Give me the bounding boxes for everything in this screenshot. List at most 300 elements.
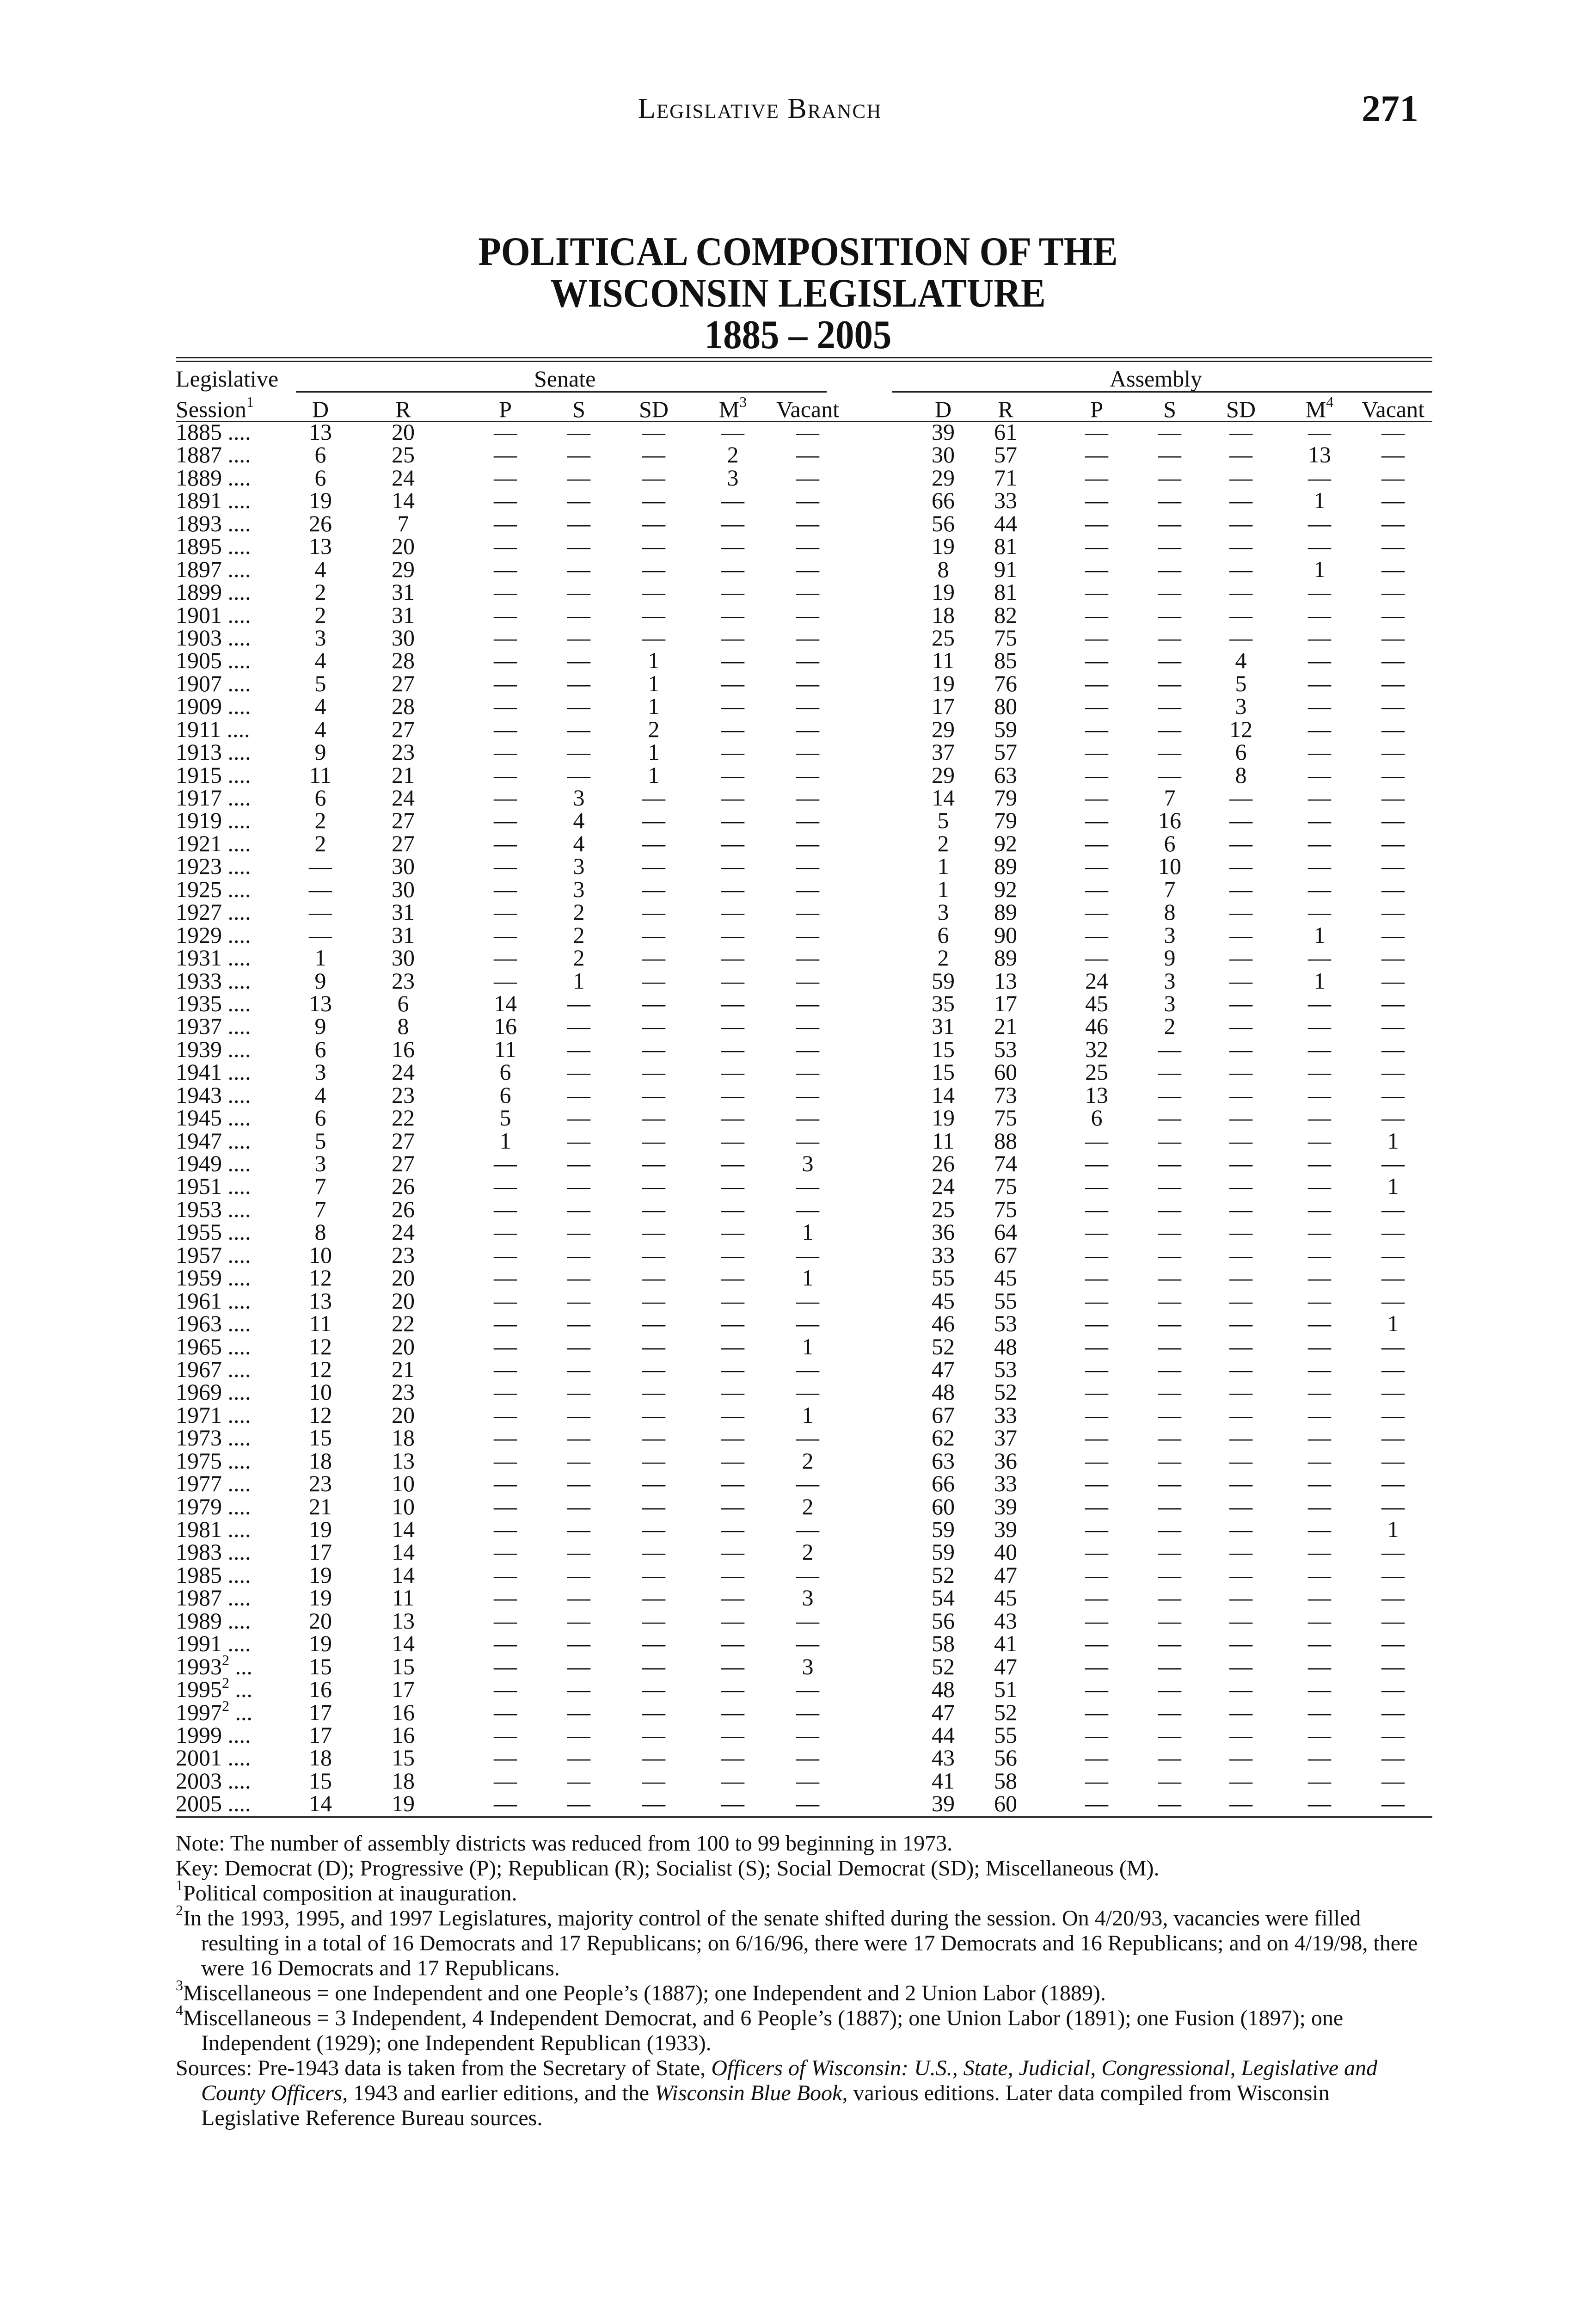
assembly-col-p: P [1090,396,1103,422]
assembly-cell-sd: — [1229,1630,1252,1657]
assembly-cell-s: — [1158,464,1181,491]
assembly-cell-d: 26 [932,1150,955,1176]
footnote-3: $^3$Miscellaneous = one Independent and one People’s (1887); one Independent and 2 Union Labor (1889). [176,1977,1106,2005]
assembly-cell-sd: — [1229,922,1252,948]
assembly-cell-s: — [1158,1402,1181,1428]
senate-cell-d: 26 [309,510,332,536]
session-year: 1919 .... [176,807,251,834]
senate-cell-d: 2 [314,830,326,856]
session-year: 1937 .... [176,1013,251,1039]
assembly-cell-p: — [1085,1219,1108,1245]
assembly-cell-m: — [1308,762,1331,788]
assembly-cell-p: — [1085,1653,1108,1679]
assembly-cell-sd: — [1229,1653,1252,1679]
assembly-cell-r: 74 [994,1150,1017,1176]
senate-cell-sd: 1 [648,762,660,788]
assembly-cell-sd: — [1229,899,1252,925]
assembly-cell-m: — [1308,1425,1331,1451]
senate-cell-vacant: — [796,1790,819,1817]
page-number: 271 [1362,87,1418,129]
session-year: 1921 .... [176,830,251,856]
assembly-cell-sd: — [1229,419,1252,445]
senate-cell-m: — [721,899,744,925]
assembly-cell-p: — [1085,1516,1108,1542]
senate-cell-p: 11 [494,1036,517,1062]
table-row [176,649,1432,672]
senate-cell-m: — [721,647,744,674]
assembly-cell-s: — [1158,762,1181,788]
senate-cell-p: — [494,1790,517,1817]
senate-cell-p: — [494,693,517,719]
assembly-cell-s: — [1158,579,1181,605]
assembly-cell-r: 36 [994,1447,1017,1474]
senate-cell-d: 7 [314,1196,326,1222]
assembly-cell-sd: 3 [1235,693,1247,719]
senate-cell-p: — [494,624,517,651]
assembly-cell-s: — [1158,1699,1181,1725]
senate-cell-vacant: — [796,579,819,605]
session-year: 1961 .... [176,1287,251,1314]
senate-cell-r: 30 [392,853,415,879]
assembly-cell-sd: — [1229,1333,1252,1359]
senate-cell-sd: — [642,1059,665,1085]
senate-cell-p: — [494,716,517,742]
senate-cell-d: 12 [309,1356,332,1382]
assembly-cell-s: — [1158,1105,1181,1131]
senate-cell-m: — [721,1219,744,1245]
senate-cell-sd: — [642,1562,665,1588]
senate-cell-r: 8 [397,1013,409,1039]
assembly-cell-p: — [1085,1630,1108,1657]
senate-cell-s: 4 [573,830,585,856]
assembly-cell-m: — [1308,1150,1331,1176]
senate-cell-p: — [494,807,517,834]
senate-cell-vacant: — [796,442,819,468]
assembly-cell-r: 63 [994,762,1017,788]
assembly-cell-p: — [1085,1447,1108,1474]
assembly-cell-vacant: — [1381,990,1405,1016]
assembly-cell-d: 24 [932,1173,955,1199]
senate-cell-m: — [721,1607,744,1634]
senate-cell-s: 1 [573,967,585,994]
session-year: 1939 .... [176,1036,251,1062]
table-row [176,604,1432,627]
senate-cell-vacant: — [796,1630,819,1657]
assembly-cell-r: 73 [994,1082,1017,1108]
assembly-cell-m: — [1308,1265,1331,1291]
table-row [176,1607,1432,1634]
senate-cell-r: 24 [392,785,415,811]
assembly-cell-d: 37 [932,739,955,765]
senate-cell-d: 18 [309,1447,332,1474]
senate-cell-m: — [721,624,744,651]
assembly-cell-m: — [1308,1219,1331,1245]
assembly-cell-p: — [1085,693,1108,719]
assembly-cell-r: 82 [994,602,1017,628]
session-year: 1947 .... [176,1127,251,1154]
assembly-cell-vacant: — [1381,853,1405,879]
assembly-cell-d: 11 [932,1127,955,1154]
senate-cell-s: 2 [573,899,585,925]
senate-cell-sd: 1 [648,693,660,719]
senate-cell-s: — [567,624,590,651]
assembly-cell-s: — [1158,487,1181,514]
senate-cell-sd: — [642,1013,665,1039]
header-assembly: Assembly [1110,366,1202,392]
assembly-cell-p: — [1085,602,1108,628]
senate-cell-vacant: — [796,830,819,856]
assembly-cell-p: — [1085,1287,1108,1314]
senate-cell-sd: — [642,1150,665,1176]
senate-cell-m: — [721,579,744,605]
table-row [176,1175,1432,1198]
senate-cell-p: — [494,1539,517,1565]
assembly-cell-sd: — [1229,1722,1252,1748]
assembly-cell-sd: — [1229,1493,1252,1519]
senate-cell-r: 26 [392,1196,415,1222]
senate-cell-r: 18 [392,1767,415,1794]
assembly-cell-d: 54 [932,1585,955,1611]
assembly-cell-m: — [1308,1196,1331,1222]
assembly-cell-d: 66 [932,487,955,514]
senate-cell-m: — [721,1333,744,1359]
table-row [176,1541,1432,1563]
senate-col-r: R [395,396,411,422]
assembly-cell-r: 52 [994,1379,1017,1405]
senate-cell-m: — [721,1745,744,1771]
assembly-cell-r: 91 [994,556,1017,582]
senate-cell-sd: — [642,510,665,536]
senate-cell-p: 16 [494,1013,517,1039]
senate-cell-d: 13 [309,990,332,1016]
assembly-cell-d: 19 [932,579,955,605]
senate-cell-s: — [567,510,590,536]
assembly-cell-vacant: — [1381,1607,1405,1634]
assembly-cell-vacant: — [1381,876,1405,902]
assembly-cell-d: 60 [932,1493,955,1519]
assembly-cell-r: 61 [994,419,1017,445]
senate-cell-sd: — [642,1333,665,1359]
assembly-cell-s: 8 [1164,899,1176,925]
senate-cell-m: — [721,1539,744,1565]
assembly-cell-m: — [1308,807,1331,834]
assembly-cell-p: — [1085,1127,1108,1154]
senate-cell-sd: — [642,922,665,948]
assembly-cell-m: — [1308,1722,1331,1748]
assembly-cell-r: 81 [994,533,1017,560]
senate-cell-p: — [494,579,517,605]
assembly-cell-s: — [1158,670,1181,696]
senate-cell-vacant: — [796,1379,819,1405]
table-row [176,947,1432,969]
senate-cell-r: 19 [392,1790,415,1817]
session-year: 1999 .... [176,1722,251,1748]
assembly-cell-m: — [1308,1790,1331,1817]
session-year: 1987 .... [176,1585,251,1611]
assembly-cell-sd: 4 [1235,647,1247,674]
senate-cell-vacant: — [796,1356,819,1382]
assembly-cell-sd: — [1229,624,1252,651]
assembly-cell-m: 13 [1308,442,1331,468]
assembly-cell-s: 3 [1164,967,1176,994]
assembly-cell-r: 40 [994,1539,1017,1565]
senate-cell-m: — [721,1379,744,1405]
senate-cell-m: — [721,487,744,514]
senate-cell-p: — [494,1242,517,1268]
assembly-cell-s: — [1158,739,1181,765]
senate-cell-vacant: — [796,1516,819,1542]
senate-cell-m: — [721,1082,744,1108]
session-year: 1929 .... [176,922,251,948]
assembly-cell-vacant: — [1381,1082,1405,1108]
assembly-cell-m: — [1308,1333,1331,1359]
assembly-cell-m: — [1308,1173,1331,1199]
session-year: 1973 .... [176,1425,251,1451]
assembly-cell-m: — [1308,1447,1331,1474]
session-year: 1897 .... [176,556,251,582]
assembly-cell-vacant: — [1381,1287,1405,1314]
assembly-cell-s: 16 [1158,807,1181,834]
assembly-cell-vacant: — [1381,967,1405,994]
senate-cell-vacant: 1 [802,1402,814,1428]
senate-cell-r: 20 [392,1333,415,1359]
assembly-cell-m: — [1308,1745,1331,1771]
senate-cell-d: 9 [314,1013,326,1039]
assembly-cell-d: 55 [932,1265,955,1291]
session-year: 1989 .... [176,1607,251,1634]
senate-cell-m: — [721,1402,744,1428]
senate-cell-vacant: — [796,1059,819,1085]
senate-cell-m: — [721,830,744,856]
assembly-cell-r: 39 [994,1493,1017,1519]
assembly-cell-p: — [1085,1356,1108,1382]
assembly-cell-d: 5 [937,807,949,834]
assembly-cell-vacant: — [1381,762,1405,788]
assembly-cell-sd: — [1229,1425,1252,1451]
senate-cell-s: 2 [573,945,585,971]
senate-cell-r: 23 [392,1082,415,1108]
senate-cell-m: — [721,1173,744,1199]
assembly-cell-sd: — [1229,876,1252,902]
assembly-cell-m: — [1308,830,1331,856]
assembly-cell-p: — [1085,739,1108,765]
senate-cell-p: — [494,1630,517,1657]
senate-cell-sd: — [642,945,665,971]
assembly-cell-d: 1 [937,876,949,902]
assembly-cell-sd: — [1229,464,1252,491]
table-row [176,1061,1432,1083]
assembly-cell-r: 47 [994,1562,1017,1588]
assembly-cell-m: — [1308,1287,1331,1314]
session-year: 1943 .... [176,1082,251,1108]
assembly-cell-p: — [1085,807,1108,834]
senate-cell-sd: — [642,1745,665,1771]
assembly-cell-r: 75 [994,1105,1017,1131]
assembly-cell-m: — [1308,853,1331,879]
table-row [176,992,1432,1015]
senate-cell-s: — [567,556,590,582]
assembly-cell-s: — [1158,1287,1181,1314]
assembly-cell-p: 32 [1085,1036,1108,1062]
senate-cell-vacant: — [796,556,819,582]
senate-cell-m: — [721,1653,744,1679]
senate-cell-d: 5 [314,670,326,696]
assembly-cell-r: 64 [994,1219,1017,1245]
assembly-cell-s: — [1158,1036,1181,1062]
assembly-cell-d: 56 [932,510,955,536]
assembly-cell-d: 17 [932,693,955,719]
assembly-cell-r: 39 [994,1516,1017,1542]
senate-cell-r: 31 [392,922,415,948]
senate-cell-vacant: — [796,1425,819,1451]
senate-cell-sd: — [642,1356,665,1382]
assembly-cell-d: 52 [932,1333,955,1359]
senate-cell-r: 13 [392,1447,415,1474]
assembly-cell-p: — [1085,556,1108,582]
senate-cell-m: — [721,1562,744,1588]
senate-cell-r: 14 [392,1516,415,1542]
senate-cell-sd: — [642,1127,665,1154]
table-row [176,1746,1432,1769]
senate-cell-r: 23 [392,739,415,765]
assembly-cell-sd: — [1229,1265,1252,1291]
assembly-cell-p: — [1085,1539,1108,1565]
assembly-cell-d: 29 [932,762,955,788]
senate-cell-sd: — [642,1173,665,1199]
assembly-cell-r: 67 [994,1242,1017,1268]
senate-cell-sd: 2 [648,716,660,742]
assembly-cell-vacant: — [1381,1333,1405,1359]
senate-cell-m: — [721,990,744,1016]
assembly-cell-vacant: — [1381,1105,1405,1131]
senate-cell-d: 15 [309,1653,332,1679]
senate-cell-sd: — [642,1699,665,1725]
assembly-cell-s: — [1158,419,1181,445]
table-row [176,489,1432,512]
senate-cell-r: 11 [392,1585,415,1611]
table-row [176,1472,1432,1495]
senate-cell-vacant: — [796,716,819,742]
senate-cell-m: 2 [727,442,739,468]
assembly-cell-p: — [1085,510,1108,536]
senate-cell-m: — [721,716,744,742]
assembly-cell-r: 59 [994,716,1017,742]
assembly-cell-s: 9 [1164,945,1176,971]
senate-cell-p: — [494,1470,517,1497]
senate-cell-p: — [494,556,517,582]
assembly-cell-r: 45 [994,1265,1017,1291]
running-title: Legislative Branch [638,93,882,124]
senate-cell-s: — [567,533,590,560]
assembly-cell-p: 6 [1091,1105,1103,1131]
senate-cell-s: — [567,1082,590,1108]
senate-cell-r: 20 [392,533,415,560]
senate-cell-p: — [494,487,517,514]
table-row [176,558,1432,581]
senate-cell-m: — [721,1447,744,1474]
assembly-cell-d: 31 [932,1013,955,1039]
senate-cell-p: — [494,1310,517,1337]
assembly-cell-s: 6 [1164,830,1176,856]
assembly-cell-d: 59 [932,1516,955,1542]
senate-cell-d: 7 [314,1173,326,1199]
senate-cell-m: — [721,1127,744,1154]
senate-cell-m: — [721,1630,744,1657]
assembly-cell-vacant: 1 [1387,1173,1399,1199]
senate-cell-r: 23 [392,1242,415,1268]
header-session-line2: Session$^1$ [176,394,254,422]
assembly-cell-vacant: — [1381,442,1405,468]
senate-cell-r: 21 [392,762,415,788]
senate-cell-d: 13 [309,533,332,560]
assembly-cell-r: 88 [994,1127,1017,1154]
table-row [176,741,1432,763]
footnote-4: $^4$Miscellaneous = 3 Independent, 4 Independent Democrat, and 6 People’s (1887); one Union Labor (1891); one Fusion (1897); one Independent (1929); one Independent Republican (1933). [176,2002,1344,2055]
session-year: 1985 .... [176,1562,251,1588]
assembly-cell-vacant: — [1381,1539,1405,1565]
session-year: 1909 .... [176,693,251,719]
assembly-cell-r: 37 [994,1425,1017,1451]
assembly-cell-r: 33 [994,1470,1017,1497]
assembly-cell-sd: — [1229,1310,1252,1337]
senate-cell-m: — [721,419,744,445]
assembly-cell-m: — [1308,1539,1331,1565]
senate-cell-m: — [721,1287,744,1314]
senate-cell-sd: — [642,1425,665,1451]
senate-cell-d: 2 [314,602,326,628]
senate-cell-sd: — [642,1722,665,1748]
senate-cell-p: — [494,945,517,971]
assembly-cell-s: — [1158,510,1181,536]
senate-cell-r: 23 [392,967,415,994]
senate-cell-d: 16 [309,1676,332,1703]
assembly-cell-m: — [1308,1310,1331,1337]
assembly-cell-r: 60 [994,1059,1017,1085]
assembly-cell-sd: — [1229,487,1252,514]
assembly-cell-p: — [1085,945,1108,971]
assembly-cell-sd: — [1229,556,1252,582]
senate-cell-r: 20 [392,1287,415,1314]
senate-cell-r: 20 [392,1402,415,1428]
senate-cell-vacant: — [796,967,819,994]
assembly-cell-s: 10 [1158,853,1181,879]
assembly-cell-m: — [1308,579,1331,605]
senate-cell-d: 15 [309,1425,332,1451]
table-row [176,421,1432,443]
assembly-cell-vacant: — [1381,533,1405,560]
senate-cell-s: — [567,1425,590,1451]
table-row [176,1767,1432,1794]
senate-cell-vacant: — [796,1013,819,1039]
senate-cell-d: 12 [309,1333,332,1359]
assembly-col-vacant: Vacant [1361,396,1425,422]
senate-cell-s: — [567,1265,590,1291]
assembly-cell-d: 29 [932,716,955,742]
assembly-cell-p: — [1085,1493,1108,1519]
senate-cell-s: — [567,1219,590,1245]
senate-cell-s: — [567,1699,590,1725]
senate-cell-p: — [494,1745,517,1771]
senate-cell-s: — [567,1745,590,1771]
assembly-cell-sd: — [1229,1539,1252,1565]
assembly-cell-p: — [1085,1790,1108,1817]
assembly-cell-m: — [1308,739,1331,765]
senate-cell-sd: — [642,1607,665,1634]
table-row [176,832,1432,855]
senate-cell-s: — [567,990,590,1016]
senate-cell-sd: — [642,807,665,834]
senate-cell-m: — [721,693,744,719]
